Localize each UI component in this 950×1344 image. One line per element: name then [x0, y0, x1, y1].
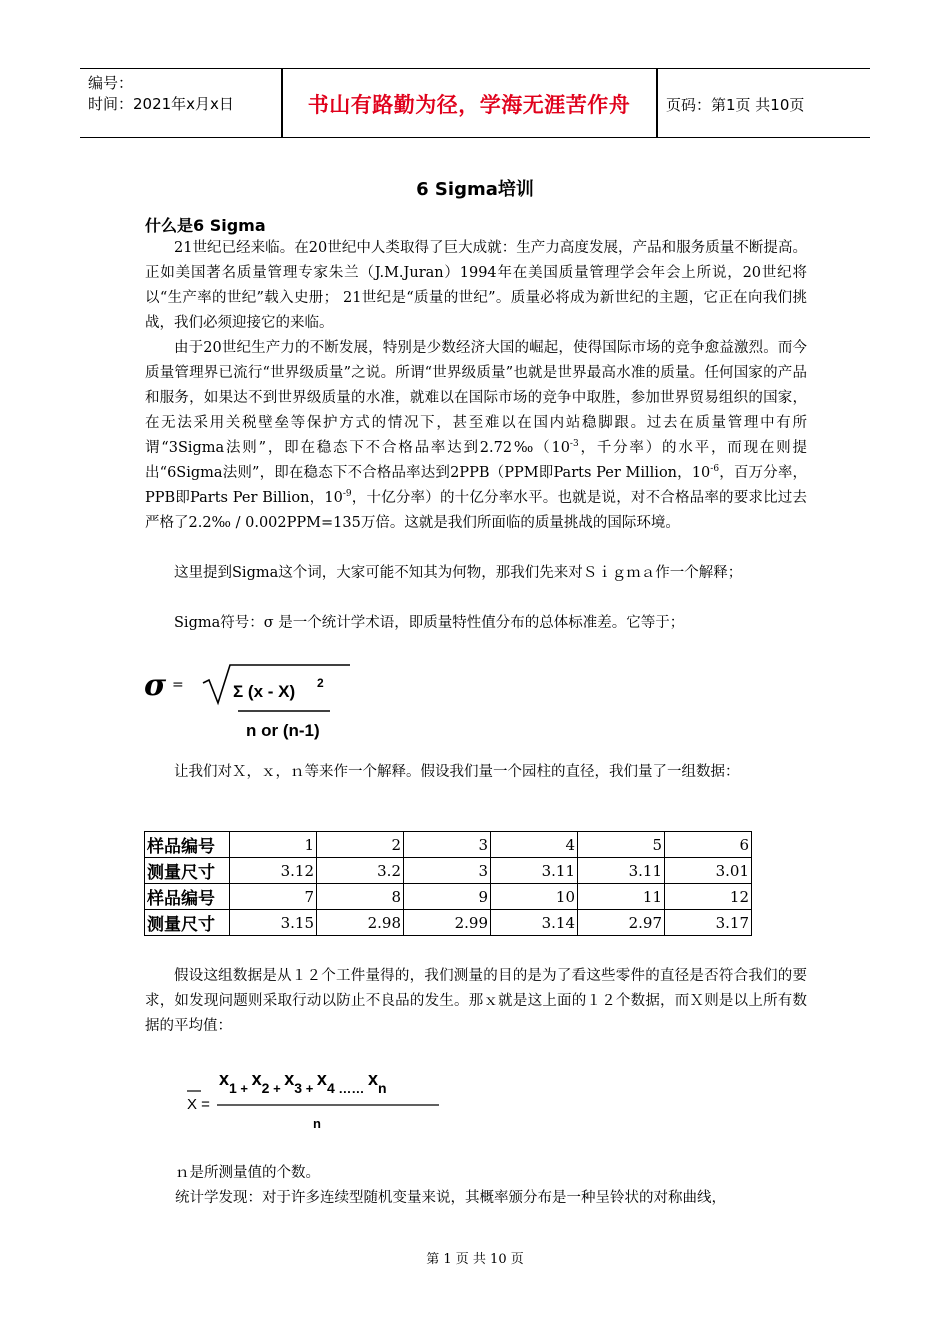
paragraph-statistics: 统计学发现：对于许多连续型随机变量来说，其概率颁分布是一种呈铃状的对称曲线， [175, 1190, 726, 1206]
exponent: -9 [342, 489, 352, 500]
paragraph-average-explanation: 假设这组数据是从１２个工件量得的，我们测量的目的是为了看这些零件的直径是否符合我们的要求，如发现问题则采取行动以防止不良品的发生。那ｘ就是这上面的１２个数据，而Ｘ则是以上所有数据的平均值： [145, 968, 807, 1034]
paragraph-world-class-quality [145, 336, 807, 536]
row-label: 测量尺寸 [145, 858, 230, 884]
numerator-part: 3 [294, 1080, 303, 1096]
table-cell: 2.97 [578, 910, 665, 936]
paragraph-text: 由于20世纪生产力的不断发展，特别是少数经济大国的崛起，使得国际市场的竞争愈益激烈。而今质量管理界已流行“世界级质量”之说。所谓“世界级质量”也就是世界最高水准的质量。任何国家的产品和服务，如果达不到世界级质量的水准，就难以在国际市场的竞争中取胜，参加世界贸易组织的国家，在无法采用关税壁垒等保护方式的情况下，甚至难以在国内站稳脚跟。过去在质量管理中有所谓“3Sigma法则”，即在稳态下不合格品率达到2.72‰（10 [145, 340, 807, 456]
table-cell: 6 [665, 832, 752, 858]
document-number-label: 编号： [88, 74, 134, 92]
formula-numerator: Σ (x - X) [233, 682, 296, 701]
table-cell: 3.12 [230, 858, 317, 884]
table-cell: 8 [317, 884, 404, 910]
table-cell: 2.99 [404, 910, 491, 936]
table-row [145, 910, 752, 936]
table-row [145, 884, 752, 910]
numerator-part: 1 [229, 1080, 237, 1096]
document-date: 时间：2021年x月x日 [88, 95, 234, 113]
numerator-part: n [377, 1080, 387, 1096]
table-cell: 3.11 [578, 858, 665, 884]
table-cell: 3.2 [317, 858, 404, 884]
header-divider [656, 69, 658, 137]
table-cell: 12 [665, 884, 752, 910]
numerator-part: x [219, 1069, 230, 1089]
paragraph-text: ，十亿分率）的十亿分率水平。也就是说，对不合格品率的要求比过去严格了2.2‰ / 0.002PPM=135万倍。这就是我们所面临的质量挑战的国际环境。 [145, 490, 807, 531]
page-header [80, 68, 870, 138]
paragraph-data-explanation: 让我们对Ｘ，ｘ，ｎ等来作一个解释。假设我们量一个园柱的直径，我们量了一组数据： [174, 764, 740, 780]
table-cell: 7 [230, 884, 317, 910]
mean-denominator: n [313, 1116, 321, 1131]
numerator-part: + [269, 1081, 285, 1096]
table-cell: 1 [230, 832, 317, 858]
numerator-part: x [316, 1069, 327, 1089]
table-cell: 2 [317, 832, 404, 858]
row-label: 样品编号 [145, 832, 230, 858]
formula-denominator: n or (n-1) [246, 721, 320, 740]
paragraph-text: ，百万分率，PPB即Parts Per Billion，10 [145, 465, 807, 506]
numerator-part: x [251, 1069, 262, 1089]
numerator-part: x [284, 1069, 295, 1089]
row-label: 样品编号 [145, 884, 230, 910]
table-cell: 3.17 [665, 910, 752, 936]
numerator-part: 2 [261, 1080, 270, 1096]
mean-formula [183, 1063, 453, 1138]
mean-numerator [219, 1069, 387, 1096]
numerator-part: + [236, 1081, 252, 1096]
paragraph-intro: 21世纪已经来临。在20世纪中人类取得了巨大成就：生产力高度发展，产品和服务质量不断提高。正如美国著名质量管理专家朱兰（J.M.Juran）1994年在美国质量管理学会年会上所说，20世纪将以“生产率的世纪”载入史册； 21世纪是“质量的世纪”。质量必将成为新世纪的主题，它正在向我们挑战，我们必须迎接它的来临。 [145, 240, 807, 331]
formula-power: 2 [317, 676, 324, 690]
table-row [145, 832, 752, 858]
numerator-part: + [302, 1081, 317, 1096]
formula-equals: = [172, 677, 184, 693]
table-cell: 2.98 [317, 910, 404, 936]
section-title: 什么是6 Sigma [145, 216, 266, 235]
mean-lhs: X = [187, 1096, 210, 1113]
table-cell: 11 [578, 884, 665, 910]
table-cell: 3 [404, 832, 491, 858]
table-cell: 3 [404, 858, 491, 884]
table-cell: 3.14 [491, 910, 578, 936]
paragraph-n-definition: ｎ是所测量值的个数。 [175, 1165, 320, 1181]
paragraph-text: ，千分率）的水平，而现在则提出“6Sigma法则”，即在稳态下不合格品率达到2PPB（PPM即Parts Per Million，10 [145, 440, 807, 481]
numerator-part: 4 [326, 1080, 335, 1096]
table-cell: 3.11 [491, 858, 578, 884]
document-title: 6 Sigma培训 [416, 179, 534, 200]
header-meta [88, 73, 234, 115]
measurement-table [144, 831, 752, 936]
table-cell: 9 [404, 884, 491, 910]
sigma-symbol: σ [144, 668, 167, 703]
table-cell: 3.15 [230, 910, 317, 936]
paragraph-sigma-symbol: Sigma符号：σ 是一个统计学术语，即质量特性值分布的总体标准差。它等于； [174, 615, 685, 631]
standard-deviation-formula [140, 655, 370, 750]
paragraph-sigma-intro: 这里提到Sigma这个词，大家可能不知其为何物，那我们先来对Ｓｉｇｍａ作一个解释； [174, 565, 743, 581]
numerator-part: …… [334, 1081, 368, 1096]
table-row [145, 858, 752, 884]
table-cell: 3.01 [665, 858, 752, 884]
table-cell: 10 [491, 884, 578, 910]
header-motto: 书山有路勤为径，学海无涯苦作舟 [307, 93, 631, 117]
table-cell: 4 [491, 832, 578, 858]
exponent: -3 [569, 439, 579, 450]
header-page-info: 页码：第1页 共10页 [666, 96, 805, 114]
numerator-part: x [367, 1069, 378, 1089]
page-footer: 第 1 页 共 10 页 [426, 1252, 524, 1267]
table-cell: 5 [578, 832, 665, 858]
row-label: 测量尺寸 [145, 910, 230, 936]
exponent: -6 [710, 464, 720, 475]
